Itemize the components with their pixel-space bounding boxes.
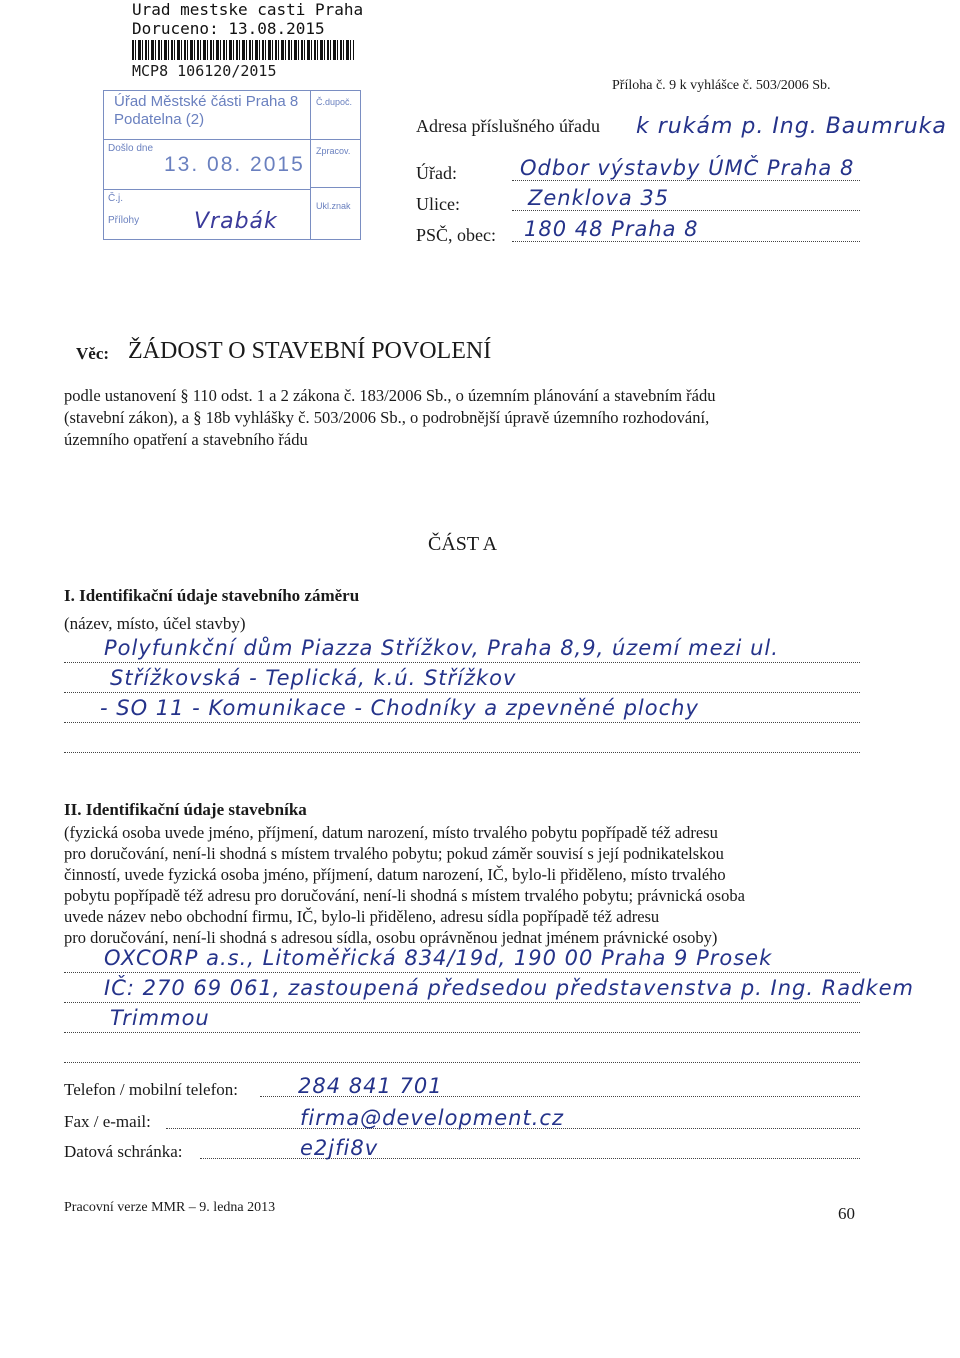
annex-note: Příloha č. 9 k vyhlášce č. 503/2006 Sb. (612, 78, 831, 93)
subject-label: Věc: (76, 344, 110, 363)
footer-version: Pracovní verze MMR – 9. ledna 2013 (64, 1200, 276, 1215)
registry-office-line2: Podatelna (2) (114, 111, 205, 128)
office-address-handwritten: k rukám p. Ing. Baumruka (636, 114, 947, 139)
receipt-stamp (132, 0, 363, 38)
barcode (132, 40, 354, 60)
legal-basis-line2: (stavební zákon), a § 18b vyhlášky č. 503/2006 Sb., o podrobnější úpravě územního rozhodování, (64, 408, 710, 427)
registry-date: 13. 08. 2015 (164, 153, 305, 176)
part1-hint: (název, místo, účel stavby) (64, 614, 246, 633)
phone-label: Telefon / mobilní telefon: (64, 1080, 238, 1099)
street-value: Zenklova 35 (528, 186, 670, 210)
data-box-value: e2jfi8v (300, 1136, 379, 1160)
registry-date-label: Došlo dne (108, 143, 154, 154)
project-line3: - SO 11 - Komunikace - Chodníky a zpevněné plochy (100, 696, 699, 720)
registry-sheets-label: Č.dupoč. (316, 97, 353, 107)
part1-heading: I. Identifikační údaje stavebního záměru (64, 586, 360, 605)
legal-basis-line1: podle ustanovení § 110 odst. 1 a 2 zákona č. 183/2006 Sb., o územním plánování a stavebním řádu (64, 386, 716, 405)
builder-line2: IČ: 270 69 061, zastoupená předsedou představenstva p. Ing. Radkem (104, 976, 915, 1000)
part2-hint-line2: pro doručování, není-li shodná s místem trvalého pobytu; pokud záměr souvisí s její podnikatelskou (64, 844, 724, 863)
office-value: Odbor výstavby ÚMČ Praha 8 (520, 156, 855, 180)
part2-hint-line3: činností, uvede fyzická osoba jméno, příjmení, datum narození, IČ, bylo-li přiděleno, místo trvalého (64, 865, 726, 884)
postcode-label: PSČ, obec: (416, 225, 497, 245)
registry-office-line1: Úřad Městské části Praha 8 (114, 93, 299, 110)
part2-heading: II. Identifikační údaje stavebníka (64, 800, 307, 819)
part2-hint-line1: (fyzická osoba uvede jméno, příjmení, datum narození, místo trvalého pobytu popřípadě též adresu (64, 823, 718, 842)
receipt-office: Urad mestske casti Praha (132, 0, 364, 19)
section-title: ČÁST A (428, 533, 498, 555)
project-line1: Polyfunkční dům Piazza Střížkov, Praha 8,9, území mezi ul. (104, 636, 779, 660)
part2-hint-line4: pobytu popřípadě též adresu pro doručování, není-li shodná s místem trvalého pobytu; právnická osoba (64, 886, 745, 905)
registry-signature: Vrabák (194, 209, 278, 234)
builder-line3: Trimmou (110, 1006, 210, 1030)
postcode-value: 180 48 Praha 8 (524, 217, 699, 241)
page-number: 60 (838, 1204, 855, 1223)
part2-hint-line6: pro doručování, není-li shodná s adresou sídla, osobu oprávněnou jednat jménem právnické osoby) (64, 928, 718, 947)
street-label: Ulice: (416, 194, 460, 214)
registry-stamp (103, 90, 361, 240)
project-line2: Střížkovská - Teplická, k.ú. Střížkov (110, 666, 517, 690)
document-title: ŽÁDOST O STAVEBNÍ POVOLENÍ (128, 338, 492, 364)
legal-basis-line3: územního opatření a stavebního řádu (64, 430, 308, 449)
office-address-label: Adresa příslušného úřadu (416, 116, 600, 136)
data-box-label: Datová schránka: (64, 1142, 183, 1161)
office-label: Úřad: (416, 163, 457, 183)
builder-line1: OXCORP a.s., Litoměřická 834/19d, 190 00 Praha 9 Prosek (104, 946, 773, 970)
registry-attach-label: Přílohy (108, 215, 140, 226)
registry-ref-label: Č.j. (108, 193, 123, 204)
registry-processor-label: Zpracov. (316, 146, 351, 156)
receipt-ref: MCP8 106120/2015 (132, 62, 277, 80)
receipt-date: Doruceno: 13.08.2015 (132, 19, 325, 38)
fax-email-value: firma@development.cz (300, 1106, 564, 1130)
fax-email-label: Fax / e-mail: (64, 1112, 151, 1131)
registry-shred-label: Ukl.znak (316, 201, 351, 211)
part2-hint-line5: uvede název nebo obchodní firmu, IČ, bylo-li přiděleno, adresu sídla popřípadě též adresu (64, 907, 660, 926)
phone-value: 284 841 701 (298, 1074, 443, 1098)
